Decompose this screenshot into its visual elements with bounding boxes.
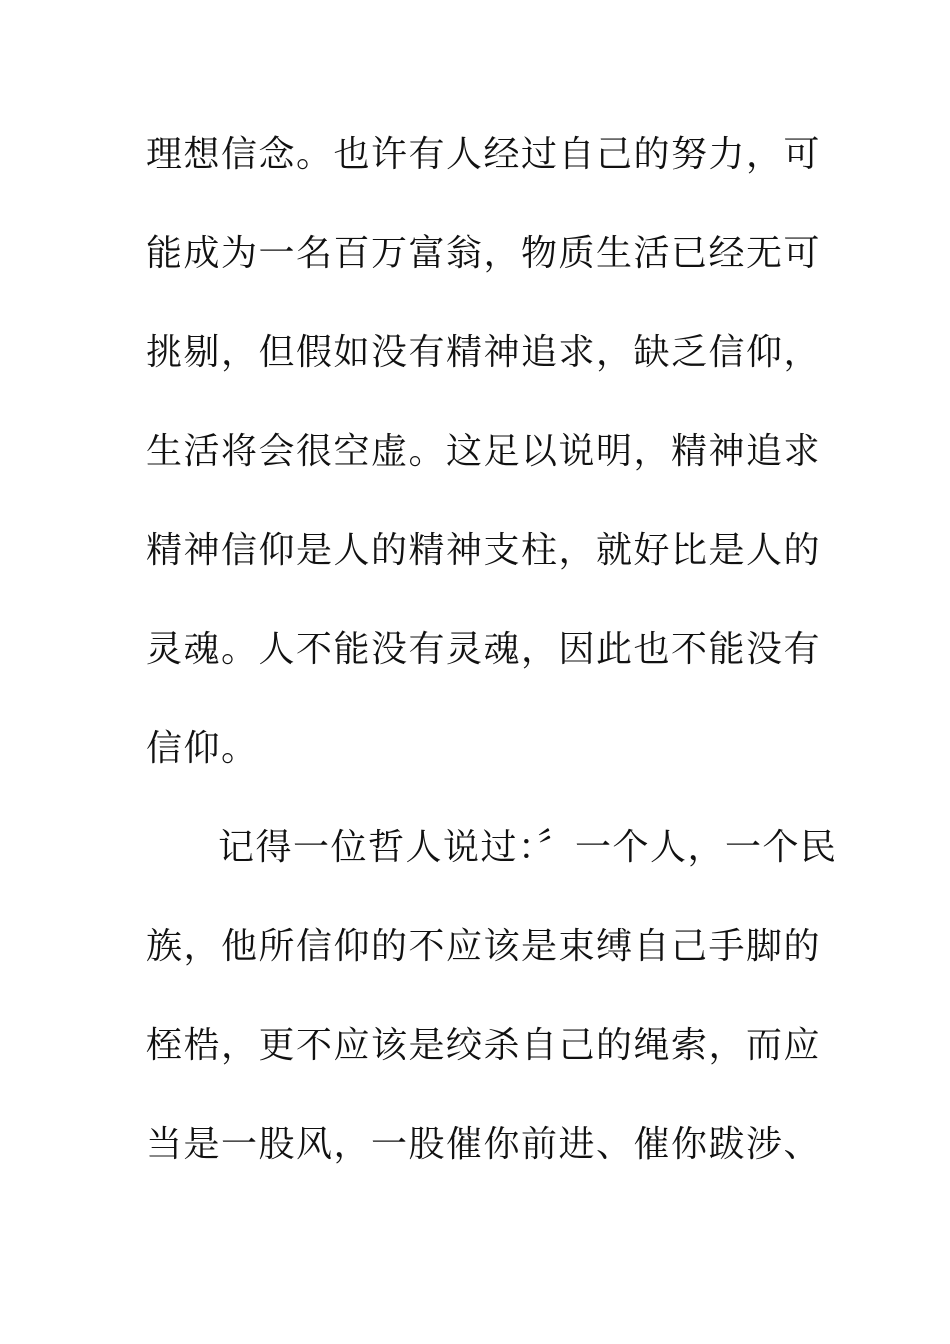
text-line-6: 灵魂。人不能没有灵魂，因此也不能没有 <box>146 629 822 670</box>
text-line-10: 桎梏，更不应该是绞杀自己的绳索，而应 <box>146 1025 822 1066</box>
text-line-11: 当是一股风，一股催你前进、催你跋涉、 <box>146 1124 822 1165</box>
text-line-2: 能成为一名百万富翁，物质生活已经无可 <box>146 233 822 274</box>
text-line-7: 信仰。 <box>146 728 259 769</box>
text-line-4: 生活将会很空虚。这足以说明，精神追求 <box>146 431 822 472</box>
text-line-8: 记得一位哲人说过：〞一个人，一个民 <box>218 827 838 868</box>
text-line-1: 理想信念。也许有人经过自己的努力，可 <box>146 134 822 175</box>
text-line-9: 族，他所信仰的不应该是束缚自己手脚的 <box>146 926 822 967</box>
text-line-3: 挑剔，但假如没有精神追求，缺乏信仰， <box>146 332 822 373</box>
text-line-5: 精神信仰是人的精神支柱，就好比是人的 <box>146 530 822 571</box>
